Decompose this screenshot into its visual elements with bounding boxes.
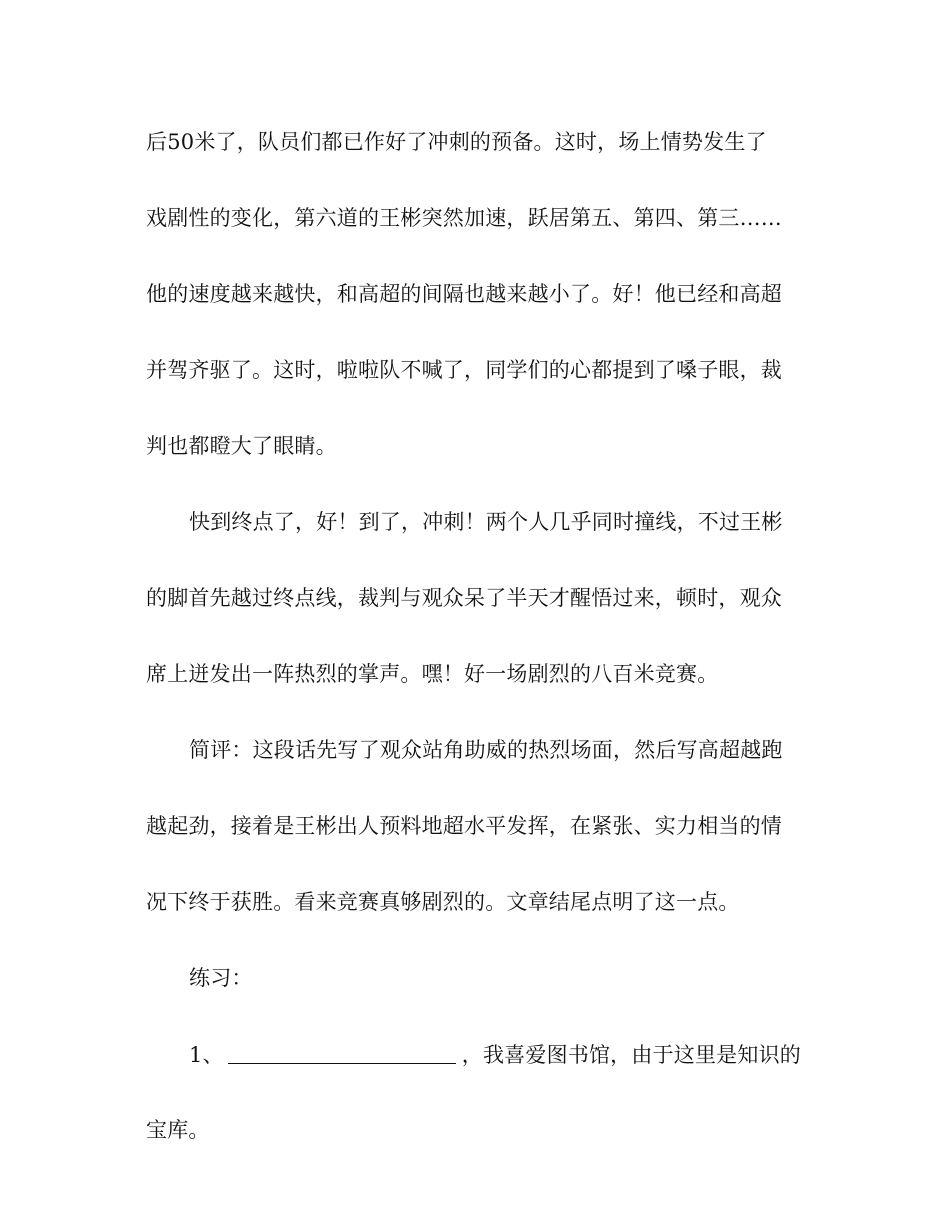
- paragraph-line: 席上迸发出一阵热烈的掌声。嘿！好一场剧烈的八百米竞赛。: [146, 662, 719, 686]
- exercise-text: ，我喜爱图书馆，由于这里是知识的: [461, 1043, 801, 1067]
- paragraph-line: 他的速度越来越快，和高超的间隔也越来越小了。好！他已经和高超: [146, 282, 782, 306]
- paragraph-line: 并驾齐驱了。这时，啦啦队不喊了，同学们的心都提到了嗓子眼，裁: [146, 358, 782, 382]
- fill-in-blank: [228, 1043, 456, 1064]
- paragraph-line: 后50米了，队员们都已作好了冲刺的预备。这时，场上情势发生了: [146, 130, 767, 154]
- paragraph-line: 戏剧性的变化，第六道的王彬突然加速，跃居第五、第四、第三……: [146, 206, 782, 230]
- paragraph-line: 判也都瞪大了眼睛。: [146, 434, 337, 458]
- commentary-line: 简评：这段话先写了观众站角助威的热烈场面，然后写高超越跑: [189, 738, 783, 762]
- exercise-heading: 练习：: [189, 966, 253, 990]
- paragraph-line: 快到终点了，好！到了，冲刺！两个人几乎同时撞线，不过王彬: [189, 510, 783, 534]
- exercise-continuation: 宝库。: [146, 1118, 210, 1142]
- commentary-line: 越起劲，接着是王彬出人预料地超水平发挥，在紧张、实力相当的情: [146, 814, 782, 838]
- commentary-line: 况下终于获胜。看来竞赛真够剧烈的。文章结尾点明了这一点。: [146, 890, 740, 914]
- exercise-item-1: [189, 1041, 849, 1068]
- exercise-number: 1、: [189, 1043, 224, 1067]
- paragraph-line: 的脚首先越过终点线，裁判与观众呆了半天才醒悟过来，顿时，观众: [146, 586, 782, 610]
